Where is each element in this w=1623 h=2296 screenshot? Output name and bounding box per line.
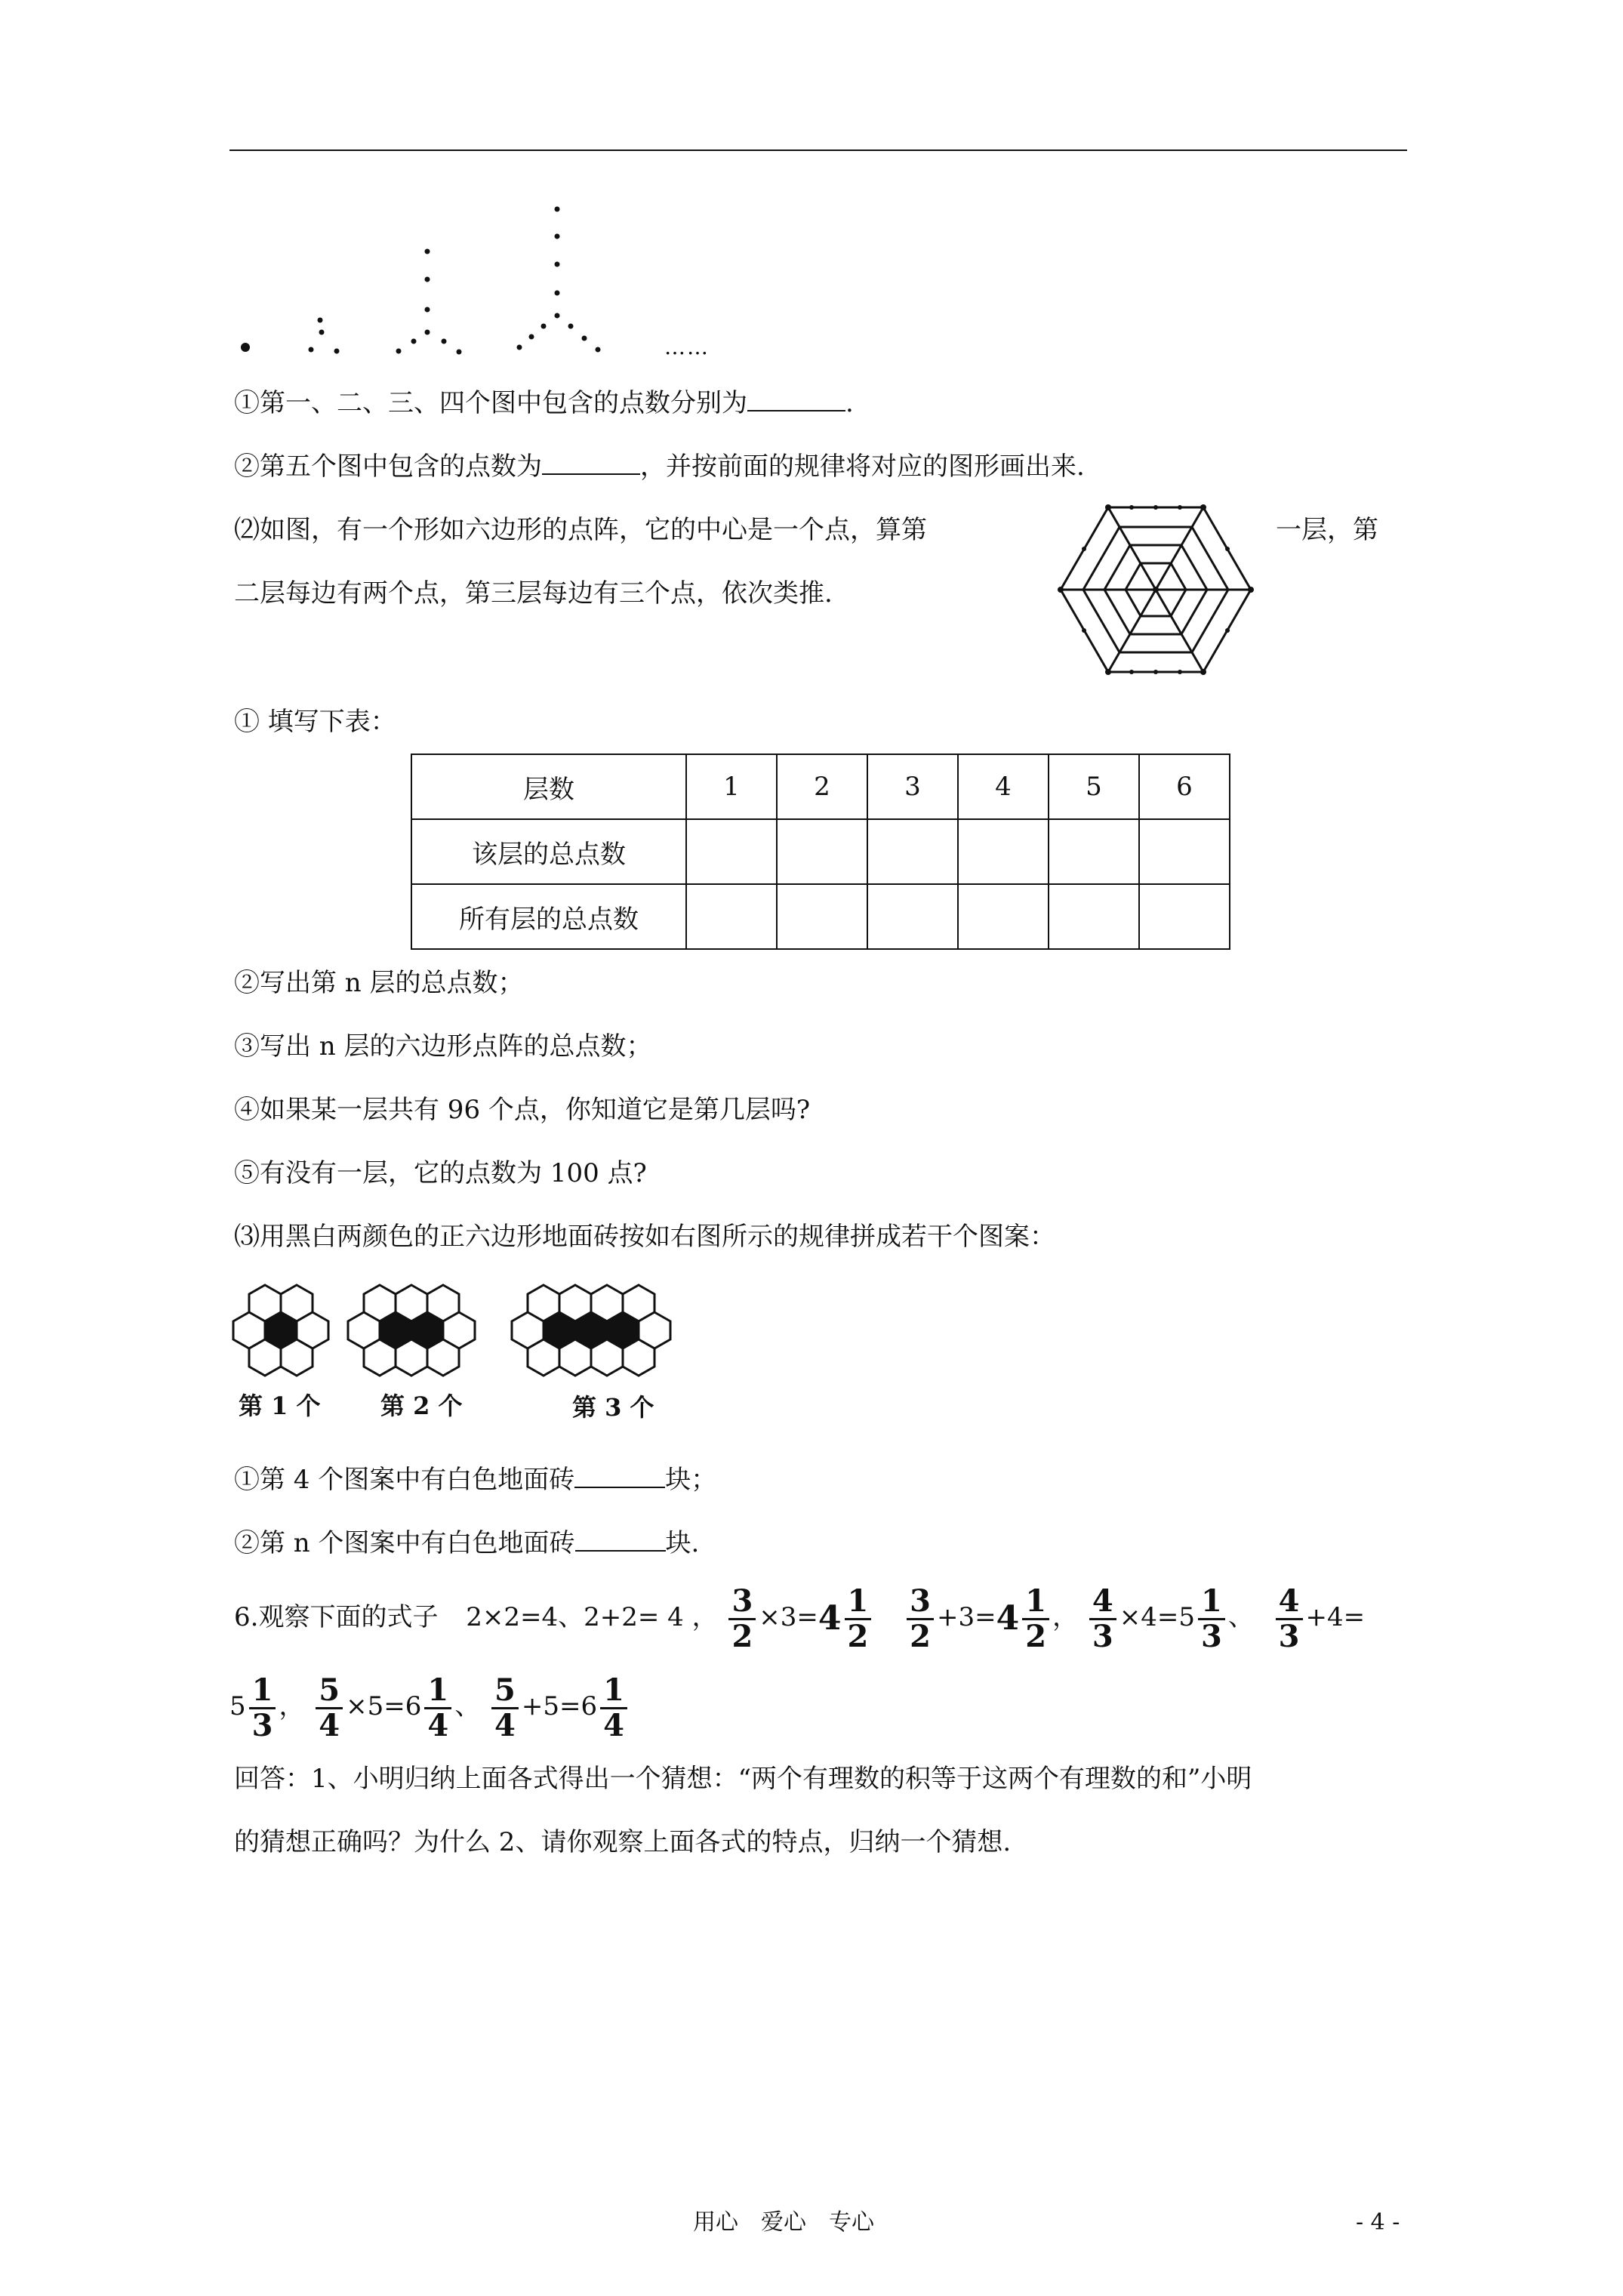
q6-expr-2-op: ×3= [759,1602,818,1632]
table-cell[interactable] [777,819,867,884]
q6-line-1 [234,1578,1365,1657]
answer-blank [575,1527,666,1552]
answer-blank [542,451,640,475]
fraction-denominator: 4 [319,1707,340,1743]
q6-line2-int: 5 [229,1691,246,1721]
answer-blank [574,1464,665,1488]
part2-intro-b: 一层，第 [1276,515,1378,545]
table-cell[interactable] [777,884,867,949]
fraction-denominator: 2 [1025,1618,1047,1654]
table-row [411,819,1230,884]
table-cell[interactable] [686,819,777,884]
table-cell[interactable] [867,884,958,949]
part1-q2-text: ②第五个图中包含的点数为 [234,451,542,482]
part3-q2-text: ②第 n 个图案中有白色地面砖 [234,1528,575,1558]
fraction-denominator: 2 [731,1618,753,1654]
table-cell[interactable] [958,819,1049,884]
header-rule [229,149,1407,151]
part3-q2-end: 块. [665,1528,700,1558]
fraction-4-3 [1089,1585,1116,1653]
table-cell[interactable] [1139,819,1230,884]
part3-q2 [234,1527,699,1560]
table-header-cell: 4 [958,754,1049,819]
q6-line-2 [229,1667,630,1746]
table-header-cell: 2 [777,754,867,819]
fraction-denominator: 2 [910,1618,932,1654]
fraction-1-4 [424,1674,451,1743]
page-number: - 4 - [1356,2209,1400,2236]
fraction-3-2 [907,1585,934,1653]
dot-pattern-ellipsis: …… [664,334,710,359]
footer-text: 用心 爱心 专心 [693,2209,874,2236]
q6-expr-5-op: +4= [1305,1602,1366,1632]
part2-q5: ⑤有没有一层，它的点数为 100 点? [234,1158,647,1188]
table-row [411,884,1230,949]
fraction-1-2 [845,1585,872,1653]
table-row-label: 该层的总点数 [411,819,686,884]
hexagon-tile-patterns [226,1284,725,1397]
part1-q1 [234,387,854,420]
fraction-numerator: 4 [1276,1585,1303,1620]
table-cell[interactable] [1049,819,1139,884]
fraction-numerator: 3 [907,1585,934,1620]
q6-expr-1: 2×2=4、2+2= 4 ， [466,1602,718,1632]
fraction-numerator: 1 [1022,1585,1049,1620]
fraction-1-3 [1198,1585,1225,1653]
fraction-numerator: 1 [249,1674,276,1709]
table-header-cell: 1 [686,754,777,819]
table-row-label: 所有层的总点数 [411,884,686,949]
fraction-1-3 [249,1674,276,1743]
layer-count-table [411,754,1230,950]
q6-sep: ， [279,1691,305,1721]
hexagon-dot-lattice [1057,504,1255,675]
q6-lead: 6.观察下面的式子 [234,1602,439,1632]
q6-expr-3-op: +3= [937,1602,996,1632]
fraction-denominator: 3 [1278,1618,1300,1654]
fraction-numerator: 1 [845,1585,872,1620]
pattern-caption-3: 第 3 个 [572,1393,654,1422]
q6-expr-4-op: ×4=5 [1119,1602,1195,1632]
fraction-denominator: 2 [847,1618,869,1654]
fraction-denominator: 4 [494,1707,516,1743]
fraction-numerator: 1 [424,1674,451,1709]
fraction-numerator: 5 [316,1674,343,1709]
table-header-cell: 层数 [411,754,686,819]
part1-q2 [234,450,1085,483]
part2-intro-c: 二层每边有两个点，第三层每边有三个点，依次类推. [234,578,833,609]
fraction-numerator: 3 [728,1585,756,1620]
fraction-numerator: 5 [491,1674,519,1709]
part1-q1-end: . [845,388,854,418]
fraction-numerator: 1 [1198,1585,1225,1620]
part1-q2-end: ，并按前面的规律将对应的图形画出来. [640,451,1085,482]
fraction-denominator: 3 [251,1707,273,1743]
fraction-4-3 [1276,1585,1303,1653]
fraction-5-4 [316,1674,343,1743]
q6-answer-line-2: 的猜想正确吗？为什么 2、请你观察上面各式的特点，归纳一个猜想. [234,1827,1012,1857]
pattern-caption-2: 第 2 个 [380,1391,463,1420]
fraction-1-2 [1022,1585,1049,1653]
fraction-denominator: 3 [1092,1618,1113,1654]
q6-sep: 、 [1227,1602,1254,1632]
table-cell[interactable] [686,884,777,949]
part3-q1-end: 块； [665,1465,717,1495]
mixed-integer: 4 [996,1599,1020,1638]
table-cell[interactable] [1049,884,1139,949]
fraction-5-4 [491,1674,519,1743]
part3-q1-text: ①第 4 个图案中有白色地面砖 [234,1465,575,1495]
q6-expr-7-op: +5=6 [521,1691,598,1721]
fraction-denominator: 3 [1201,1618,1222,1654]
fraction-1-4 [600,1674,627,1743]
part2-intro-a: ⑵如图，有一个形如六边形的点阵，它的中心是一个点，算第 [234,515,927,545]
part2-fill-table-label: ① 填写下表： [234,707,396,737]
fraction-numerator: 1 [600,1674,627,1709]
table-header-row [411,754,1230,819]
fraction-3-2 [728,1585,756,1653]
q6-answer-line-1: 回答：1、小明归纳上面各式得出一个猜想：“两个有理数的积等于这两个有理数的和”小明 [234,1764,1252,1794]
part3-q1 [234,1463,716,1496]
fraction-denominator: 4 [427,1707,449,1743]
table-cell[interactable] [958,884,1049,949]
table-header-cell: 5 [1049,754,1139,819]
part2-q4: ④如果某一层共有 96 个点，你知道它是第几层吗? [234,1095,811,1125]
part3-intro: ⑶用黑白两颜色的正六边形地面砖按如右图所示的规律拼成若干个图案： [234,1222,1055,1252]
q6-sep: 、 [454,1691,481,1721]
q6-sep: ， [1052,1602,1079,1632]
fraction-denominator: 4 [603,1707,624,1743]
q6-expr-6-op: ×5=6 [346,1691,422,1721]
pattern-caption-1: 第 1 个 [239,1391,321,1420]
table-cell[interactable] [867,819,958,884]
mixed-integer: 4 [818,1599,842,1638]
table-cell[interactable] [1139,884,1230,949]
part2-q2: ②写出第 n 层的总点数； [234,968,524,998]
part1-q1-text: ①第一、二、三、四个图中包含的点数分别为 [234,388,747,418]
part2-q3: ③写出 n 层的六边形点阵的总点数； [234,1031,652,1062]
table-header-cell: 6 [1139,754,1230,819]
fraction-numerator: 4 [1089,1585,1116,1620]
answer-blank [747,387,845,411]
table-header-cell: 3 [867,754,958,819]
